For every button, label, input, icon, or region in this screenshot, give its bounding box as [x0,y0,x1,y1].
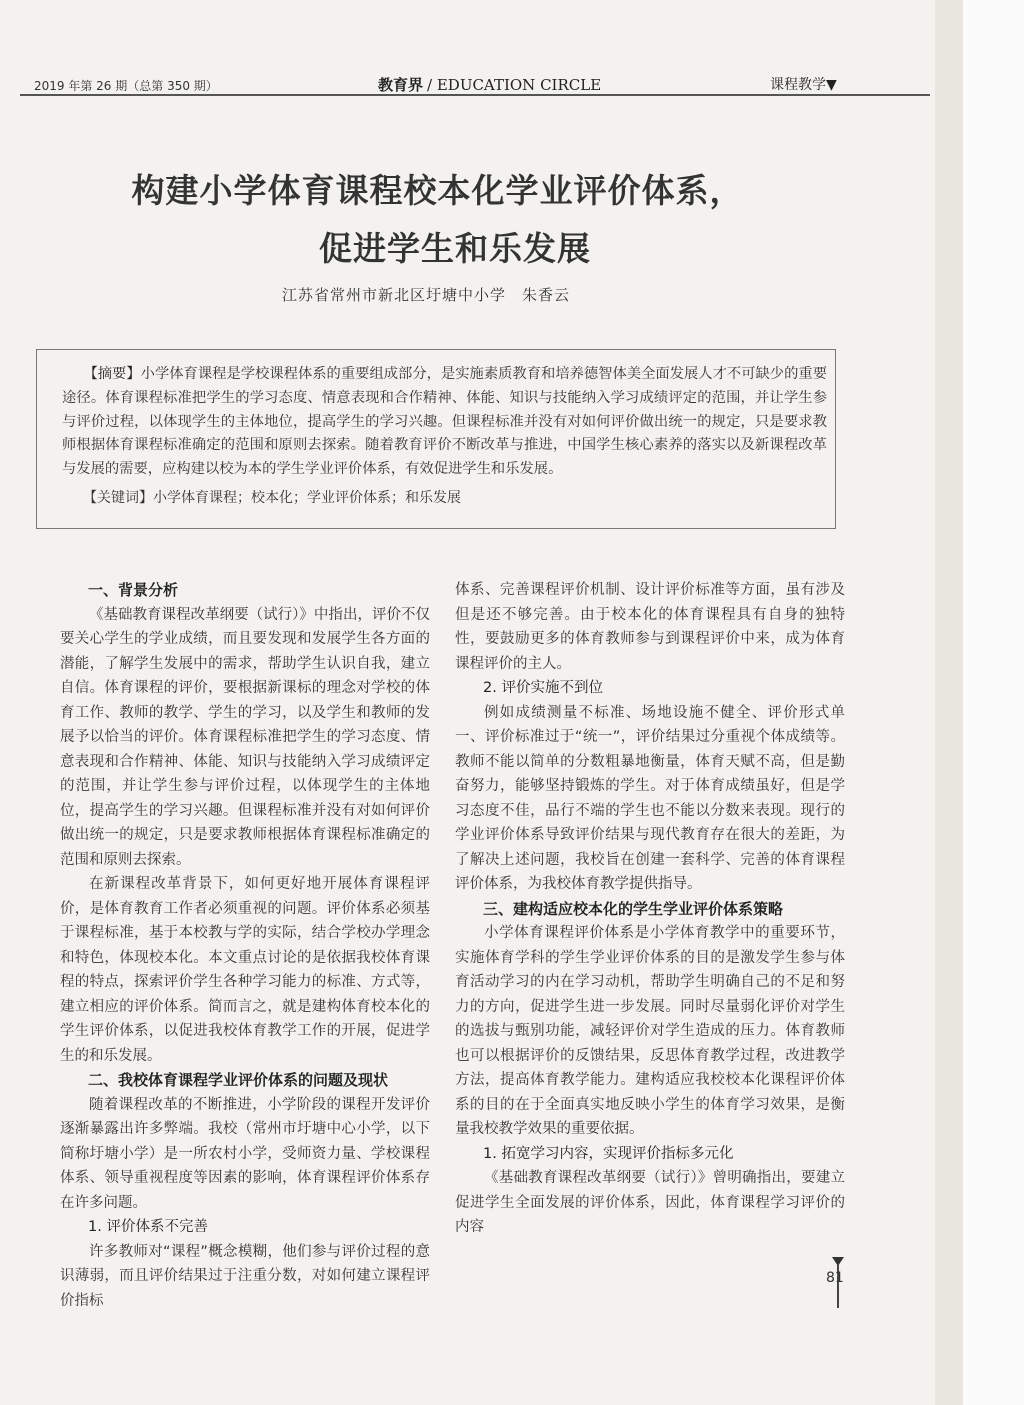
scan-margin [963,0,1024,1405]
section-heading-2: 二、我校体育课程学业评价体系的问题及现状 [88,1071,389,1089]
author-line: 江苏省常州市新北区圩塘中小学 朱香云 [282,286,571,304]
subheading: 1. 拓宽学习内容，实现评价指标多元化 [483,1145,734,1162]
paragraph: 在新课程改革背景下，如何更好地开展体育课程评价，是体育教育工作者必须重视的问题。评价体系必须基于课程标准，基于本校教与学的实际，结合学校办学理念和特色，体现校本化。本文重点讨论的是依据我校体育课程的特点，探索评价学生各种学习能力的标准、方式等，建立相应的评价体系。简而言之，就是建构体育校本化的学生评价体系，以促进我校体育教学工作的开展，促进学生的和乐发展。 [60,876,430,1064]
subheading: 2. 评价实施不到位 [483,680,603,696]
page-edge [935,0,963,1405]
article-title-line2: 促进学生和乐发展 [319,229,591,268]
right-column [455,578,845,1240]
section-heading-3: 三、建构适应校本化的学生学业评价体系策略 [483,899,784,918]
paragraph: 随着课程改革的不断推进，小学阶段的课程开发评价逐渐暴露出许多弊端。我校（常州市圩塘中心小学，以下简称圩塘小学）是一所农村小学，受师资力量、学校课程体系、领导重视程度等因素的影响，体育课程评价体系存在许多问题。 [60,1096,430,1211]
abstract-body: 小学体育课程是学校课程体系的重要组成部分，是实施素质教育和培养德智体美全面发展人才不可缺少的重要途径。体育课程标准把学生的学习态度、情意表现和合作精神、体能、知识与技能纳入学习成绩评定的范围，并让学生参与评价过程，以体现学生的主体地位，提高学生的学习兴趣。但课程标准并没有对如何评价做出统一的规定，只是要求教师根据体育课程标准确定的范围和原则去探索。随着教育评价不断改革与推进，中国学生核心素养的落实以及新课程改革与发展的需要，应构建以校为本的学生学业评价体系，有效促进学生和乐发展。 [62,366,827,478]
article-title-line1: 构建小学体育课程校本化学业评价体系， [131,171,744,210]
issue-info: 2019 年第 26 期（总第 350 期） [34,79,218,93]
keywords [62,487,461,507]
journal-name [378,74,601,95]
paragraph: 小学体育课程评价体系是小学体育教学中的重要环节，实施体育学科的学生学业评价体系的目的是激发学生参与体育活动学习的内在学习动机，帮助学生明确自己的不足和努力的方向，促进学生进一步发展。同时尽量弱化评价对学生的选拔与甄别功能，减轻评价对学生造成的压力。体育教师也可以根据评价的反馈结果，反思体育教学过程，改进教学方法，提高体育教学能力。建构适应我校校本化课程评价体系的目的在于全面真实地反映小学生的体育学习效果，是衡量我校教学效果的重要依据。 [455,925,845,1137]
paragraph: 《基础教育课程改革纲要（试行）》曾明确指出，要建立促进学生全面发展的评价体系，因此，体育课程学习评价的内容 [455,1170,845,1235]
subheading: 1. 评价体系不完善 [88,1219,208,1235]
paragraph: 体系、完善课程评价机制、设计评价标准等方面，虽有涉及但是还不够完善。由于校本化的体育课程具有自身的独特性，要鼓励更多的体育教师参与到课程评价中来，成为体育课程评价的主人。 [455,582,845,672]
section-heading-1: 一、背景分析 [88,581,179,599]
page-number: 81 [826,1270,844,1286]
abstract [62,363,827,482]
paragraph: 例如成绩测量不标准、场地设施不健全、评价形式单一、评价标准过于“统一”，评价结果过分重视个体成绩等。教师不能以简单的分数粗暴地衡量，体育天赋不高，但是勤奋努力，能够坚持锻炼的学生。对于体育成绩虽好，但是学习态度不佳，品行不端的学生也不能以分数来表现。现行的学业评价体系导致评价结果与现代教育存在很大的差距，为了解决上述问题，我校旨在创建一套科学、完善的体育课程评价体系，为我校体育教学提供指导。 [455,704,845,892]
journal-name-en: / EDUCATION CIRCLE [427,76,602,94]
header-rule [20,94,930,96]
section-label: 课程教学▼ [770,77,837,93]
keywords-list: 小学体育课程；校本化；学业评价体系；和乐发展 [153,490,461,506]
keywords-label: 【关键词】 [90,490,153,506]
journal-name-cn: 教育界 [378,76,424,94]
paragraph: 《基础教育课程改革纲要（试行）》中指出，评价不仅要关心学生的学业成绩，而且要发现和发展学生各方面的潜能，了解学生发展中的需求，帮助学生认识自我，建立自信。体育课程的评价，要根据新课标的理念对学校的体育工作、教师的教学、学生的学习，以及学生和教师的发展予以恰当的评价。体育课程标准把学生的学习态度、情意表现和合作精神、体能、知识与技能纳入学习成绩评定的范围，并让学生参与评价过程，以体现学生的主体地位，提高学生的学习兴趣。但课程标准并没有对如何评价做出统一的规定，只是要求教师根据体育课程标准确定的范围和原则去探索。 [60,606,430,868]
left-column [60,578,430,1313]
abstract-label: 【摘要】 [90,366,141,382]
paragraph: 许多教师对“课程”概念模糊，他们参与评价过程的意识薄弱，而且评价结果过于注重分数，对如何建立课程评价指标 [60,1243,430,1309]
